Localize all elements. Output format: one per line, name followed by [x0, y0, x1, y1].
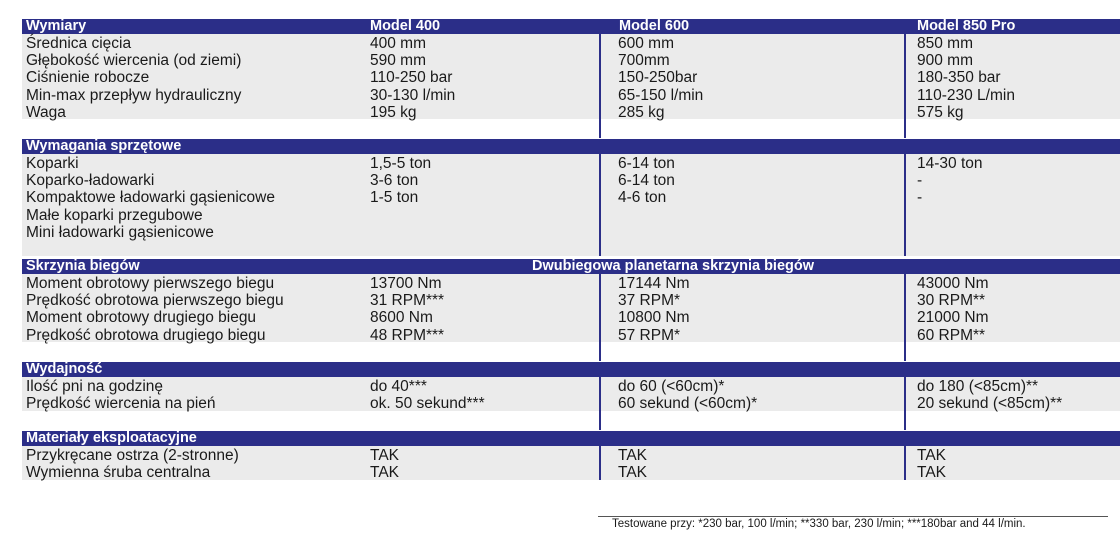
- divider: [904, 19, 906, 138]
- cell-skrzynia-label: Prędkość obrotowa drugiego biegu: [26, 326, 266, 344]
- header-row: [22, 19, 1120, 34]
- cell-wymiary-model-600: 150-250bar: [618, 69, 698, 87]
- cell-wymiary-label: Waga: [26, 103, 66, 121]
- cell-wydajnosc-model-600: do 60 (<60cm)*: [618, 378, 725, 395]
- header-col-wymiary: Wymiary: [26, 18, 87, 34]
- divider: [904, 446, 906, 480]
- cell-materialy-label: Wymienna śruba centralna: [26, 464, 211, 482]
- section-title: Wymagania sprzętowe: [26, 138, 182, 154]
- cell-skrzynia-model-850-pro: 60 RPM**: [917, 326, 986, 344]
- cell-wymagania-model-400: 3-6 ton: [370, 172, 419, 190]
- cell-wymiary-model-600: 700mm: [618, 52, 670, 70]
- footnote-rule: [598, 516, 1108, 517]
- cell-wymiary-model-400: 110-250 bar: [370, 69, 453, 87]
- cell-wymiary-label: Ciśnienie robocze: [26, 69, 150, 87]
- header-col-model-600: Model 600: [619, 18, 690, 34]
- cell-wymagania-model-400: 1,5-5 ton: [370, 155, 432, 172]
- cell-wydajnosc-model-400: ok. 50 sekund***: [370, 395, 485, 413]
- section-header-materialy: [22, 431, 1120, 446]
- cell-materialy-model-400: TAK: [370, 447, 399, 464]
- header-col-model-850-pro: Model 850 Pro: [917, 18, 1016, 34]
- divider: [599, 446, 601, 480]
- cell-wymagania-model-600: 6-14 ton: [618, 172, 675, 190]
- divider: [904, 377, 906, 430]
- cell-wymagania-model-850-pro: -: [917, 172, 923, 190]
- cell-wydajnosc-model-600: 60 sekund (<60cm)*: [618, 395, 758, 413]
- divider: [599, 274, 601, 361]
- cell-wymiary-model-600: 65-150 l/min: [618, 86, 704, 104]
- cell-materialy-model-600: TAK: [618, 447, 647, 464]
- cell-skrzynia-model-600: 17144 Nm: [618, 275, 690, 292]
- cell-skrzynia-model-600: 10800 Nm: [618, 309, 690, 327]
- cell-wymagania-model-600: 4-6 ton: [618, 189, 667, 207]
- cell-wymiary-model-600: 285 kg: [618, 103, 665, 121]
- cell-materialy-model-600: TAK: [618, 464, 647, 482]
- cell-wymiary-model-850-pro: 575 kg: [917, 103, 964, 121]
- cell-wymagania-label: Koparko-ładowarki: [26, 172, 155, 190]
- cell-materialy-model-850-pro: TAK: [917, 464, 946, 482]
- cell-skrzynia-model-400: 8600 Nm: [370, 309, 433, 327]
- divider: [599, 377, 601, 430]
- cell-wymiary-model-600: 600 mm: [618, 35, 674, 52]
- cell-wydajnosc-model-850-pro: 20 sekund (<85cm)**: [917, 395, 1063, 413]
- cell-wymagania-label: Małe koparki przegubowe: [26, 206, 203, 224]
- footnote: Testowane przy: *230 bar, 100 l/min; **330 bar, 230 l/min; ***180bar and 44 l/min.: [612, 518, 1026, 530]
- cell-skrzynia-model-850-pro: 30 RPM**: [917, 292, 986, 310]
- section-title: Wydajność: [26, 361, 103, 377]
- cell-wymiary-label: Min-max przepływ hydrauliczny: [26, 86, 242, 104]
- cell-skrzynia-model-850-pro: 43000 Nm: [917, 275, 989, 292]
- section-header-wydajnosc: [22, 362, 1120, 377]
- cell-wymagania-label: Mini ładowarki gąsienicowe: [26, 223, 214, 241]
- cell-wydajnosc-label: Prędkość wiercenia na pień: [26, 395, 216, 413]
- cell-wydajnosc-label: Ilość pni na godzinę: [26, 378, 164, 395]
- cell-wymagania-label: Kompaktowe ładowarki gąsienicowe: [26, 189, 275, 207]
- cell-skrzynia-model-400: 48 RPM***: [370, 326, 445, 344]
- divider: [904, 274, 906, 361]
- divider: [599, 154, 601, 256]
- cell-wymiary-model-400: 590 mm: [370, 52, 426, 70]
- cell-wydajnosc-model-400: do 40***: [370, 378, 427, 395]
- cell-materialy-label: Przykręcane ostrza (2-stronne): [26, 447, 239, 464]
- cell-skrzynia-label: Moment obrotowy pierwszego biegu: [26, 275, 275, 292]
- section-header-wymagania: [22, 139, 1120, 154]
- header-col-model-400: Model 400: [370, 18, 441, 34]
- cell-wymiary-model-400: 30-130 l/min: [370, 86, 456, 104]
- cell-skrzynia-label: Moment obrotowy drugiego biegu: [26, 309, 257, 327]
- cell-wymiary-model-400: 195 kg: [370, 103, 417, 121]
- cell-wydajnosc-model-850-pro: do 180 (<85cm)**: [917, 378, 1039, 395]
- cell-wymiary-model-850-pro: 180-350 bar: [917, 69, 1001, 87]
- cell-wymiary-label: Średnica cięcia: [26, 35, 132, 52]
- divider: [904, 154, 906, 256]
- cell-wymagania-model-600: 6-14 ton: [618, 155, 675, 172]
- section-title: Skrzynia biegów: [26, 258, 140, 274]
- cell-skrzynia-model-600: 37 RPM*: [618, 292, 681, 310]
- cell-skrzynia-label: Prędkość obrotowa pierwszego biegu: [26, 292, 284, 310]
- cell-wymiary-model-850-pro: 110-230 L/min: [917, 86, 1015, 104]
- section-header-skrzynia: [22, 259, 1120, 274]
- cell-wymagania-label: Koparki: [26, 155, 79, 172]
- divider: [599, 19, 601, 138]
- cell-materialy-model-850-pro: TAK: [917, 447, 946, 464]
- cell-skrzynia-model-850-pro: 21000 Nm: [917, 309, 989, 327]
- merged-gearbox-label: Dwubiegowa planetarna skrzynia biegów: [532, 258, 815, 274]
- cell-skrzynia-model-600: 57 RPM*: [618, 326, 681, 344]
- cell-materialy-model-400: TAK: [370, 464, 399, 482]
- cell-wymagania-model-850-pro: 14-30 ton: [917, 155, 983, 172]
- cell-skrzynia-model-400: 13700 Nm: [370, 275, 442, 292]
- cell-skrzynia-model-400: 31 RPM***: [370, 292, 445, 310]
- cell-wymagania-model-850-pro: -: [917, 189, 923, 207]
- cell-wymiary-model-850-pro: 900 mm: [917, 52, 973, 70]
- section-title: Materiały eksploatacyjne: [26, 430, 197, 446]
- cell-wymagania-model-400: 1-5 ton: [370, 189, 419, 207]
- cell-wymiary-model-400: 400 mm: [370, 35, 426, 52]
- cell-wymiary-label: Głębokość wiercenia (od ziemi): [26, 52, 242, 70]
- cell-wymiary-model-850-pro: 850 mm: [917, 35, 973, 52]
